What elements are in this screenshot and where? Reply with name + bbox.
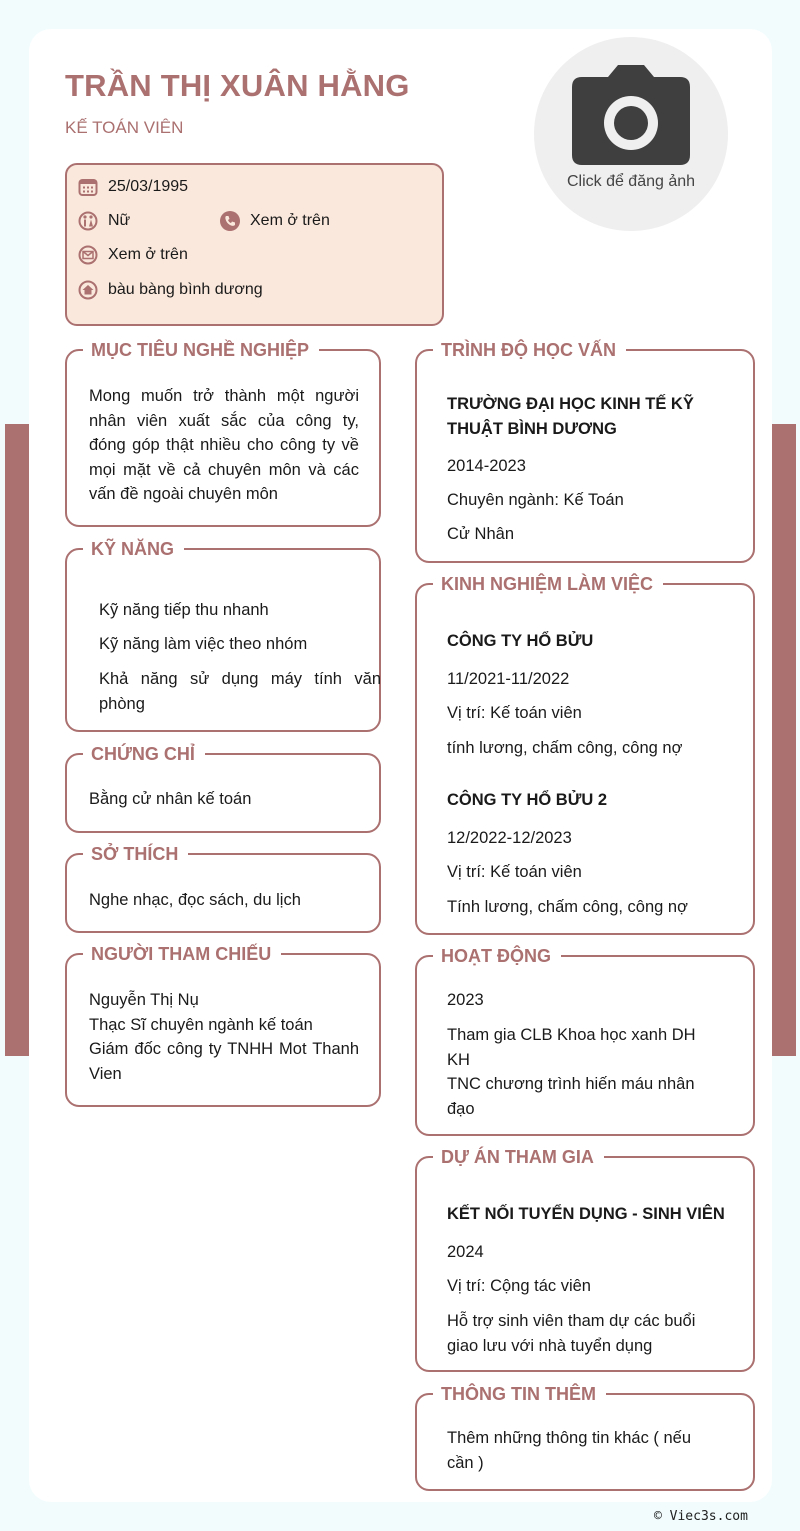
project-year: 2024	[447, 1243, 484, 1261]
project-name: KẾT NỐI TUYỂN DỤNG - SINH VIÊN	[447, 1205, 725, 1223]
contact-email[interactable]	[78, 245, 188, 265]
skills-section[interactable]	[65, 539, 381, 732]
home-icon	[78, 280, 98, 300]
candidate-job-title[interactable]: KẾ TOÁN VIÊN	[65, 118, 184, 137]
experience-title: KINH NGHIỆM LÀM VIỆC	[433, 572, 663, 596]
project-description: Hỗ trợ sinh viên tham dự các buổi giao lưu với nhà tuyển dụng	[447, 1312, 696, 1355]
experience-section[interactable]	[415, 574, 755, 935]
gender-icon	[78, 211, 98, 231]
job-description: tính lương, chấm công, công nợ	[447, 739, 683, 757]
extra-info-text: Thêm những thông tin khác ( nếu cần )	[447, 1429, 692, 1472]
candidate-name[interactable]: TRẦN THỊ XUÂN HẰNG	[65, 68, 410, 103]
reference-title: Thạc Sĩ chuyên ngành kế toán	[89, 1016, 313, 1034]
objective-title: MỤC TIÊU NGHỀ NGHIỆP	[83, 338, 319, 362]
contact-box	[65, 163, 444, 326]
email-icon	[78, 245, 98, 265]
activities-section[interactable]	[415, 946, 755, 1136]
projects-section[interactable]	[415, 1147, 755, 1372]
skills-title: KỸ NĂNG	[83, 537, 184, 561]
projects-title: DỰ ÁN THAM GIA	[433, 1145, 604, 1169]
contact-birthday[interactable]	[78, 177, 188, 197]
extra-info-section[interactable]	[415, 1384, 755, 1491]
references-title: NGƯỜI THAM CHIẾU	[83, 942, 281, 966]
reference-name: Nguyễn Thị Nụ	[89, 991, 199, 1009]
education-major: Chuyên ngành: Kế Toán	[447, 491, 624, 509]
calendar-icon	[78, 177, 98, 197]
certificates-title: CHỨNG CHỈ	[83, 742, 205, 766]
left-accent-band	[5, 424, 29, 1056]
job-position: Vị trí: Kế toán viên	[447, 863, 582, 881]
job-company: CÔNG TY HỔ BỬU	[447, 632, 594, 650]
activity-item: TNC chương trình hiến máu nhân đạo	[447, 1075, 695, 1118]
job-description: Tính lương, chấm công, công nợ	[447, 898, 688, 916]
contact-gender[interactable]	[78, 211, 130, 231]
phone-value: Xem ở trên	[250, 212, 330, 229]
footer-credit: © Viec3s.com	[654, 1509, 748, 1524]
project-position: Vị trí: Cộng tác viên	[447, 1277, 591, 1295]
certificates-section[interactable]	[65, 744, 381, 833]
references-section[interactable]	[65, 944, 381, 1107]
extra-info-title: THÔNG TIN THÊM	[433, 1382, 606, 1406]
school-name: TRƯỜNG ĐẠI HỌC KINH TẾ KỸ THUẬT BÌNH DƯƠNG	[447, 395, 694, 438]
certificate-text: Bằng cử nhân kế toán	[89, 790, 252, 808]
hobbies-title: SỞ THÍCH	[83, 842, 188, 866]
activity-year: 2023	[447, 991, 484, 1009]
education-years: 2014-2023	[447, 457, 526, 475]
job-period: 11/2021-11/2022	[447, 670, 570, 688]
right-accent-band	[772, 424, 796, 1056]
photo-upload[interactable]	[534, 37, 728, 231]
address-value: bàu bàng bình dương	[108, 281, 263, 298]
job-period: 12/2022-12/2023	[447, 829, 572, 847]
education-section[interactable]	[415, 340, 755, 563]
objective-text: Mong muốn trở thành một người nhân viên xuất sắc của công ty, đóng góp thật nhiều cho công ty về mọi mặt về cả chuyên môn và các vấn đề ngoài chuyên môn	[89, 387, 359, 503]
hobbies-section[interactable]	[65, 844, 381, 933]
skill-item: Khả năng sử dụng máy tính văn phòng	[99, 670, 381, 713]
camera-icon	[572, 65, 690, 167]
activity-item: Tham gia CLB Khoa học xanh DH KH	[447, 1026, 696, 1069]
hobbies-text: Nghe nhạc, đọc sách, du lịch	[89, 891, 301, 909]
photo-upload-label: Click để đăng ảnh	[566, 173, 696, 190]
education-title: TRÌNH ĐỘ HỌC VẤN	[433, 338, 626, 362]
skill-item: Kỹ năng tiếp thu nhanh	[99, 601, 269, 619]
objective-section[interactable]	[65, 340, 381, 527]
job-company: CÔNG TY HỔ BỬU 2	[447, 791, 608, 809]
skill-item: Kỹ năng làm việc theo nhóm	[99, 635, 308, 653]
contact-phone[interactable]	[220, 211, 330, 231]
contact-address[interactable]	[78, 280, 263, 300]
reference-position: Giám đốc công ty TNHH Mot Thanh Vien	[89, 1040, 359, 1083]
gender-value: Nữ	[108, 212, 131, 229]
email-value: Xem ở trên	[108, 246, 188, 263]
job-position: Vị trí: Kế toán viên	[447, 704, 582, 722]
birthday-value: 25/03/1995	[108, 178, 189, 195]
education-degree: Cử Nhân	[447, 525, 514, 543]
phone-icon	[220, 211, 240, 231]
activities-title: HOẠT ĐỘNG	[433, 944, 561, 968]
